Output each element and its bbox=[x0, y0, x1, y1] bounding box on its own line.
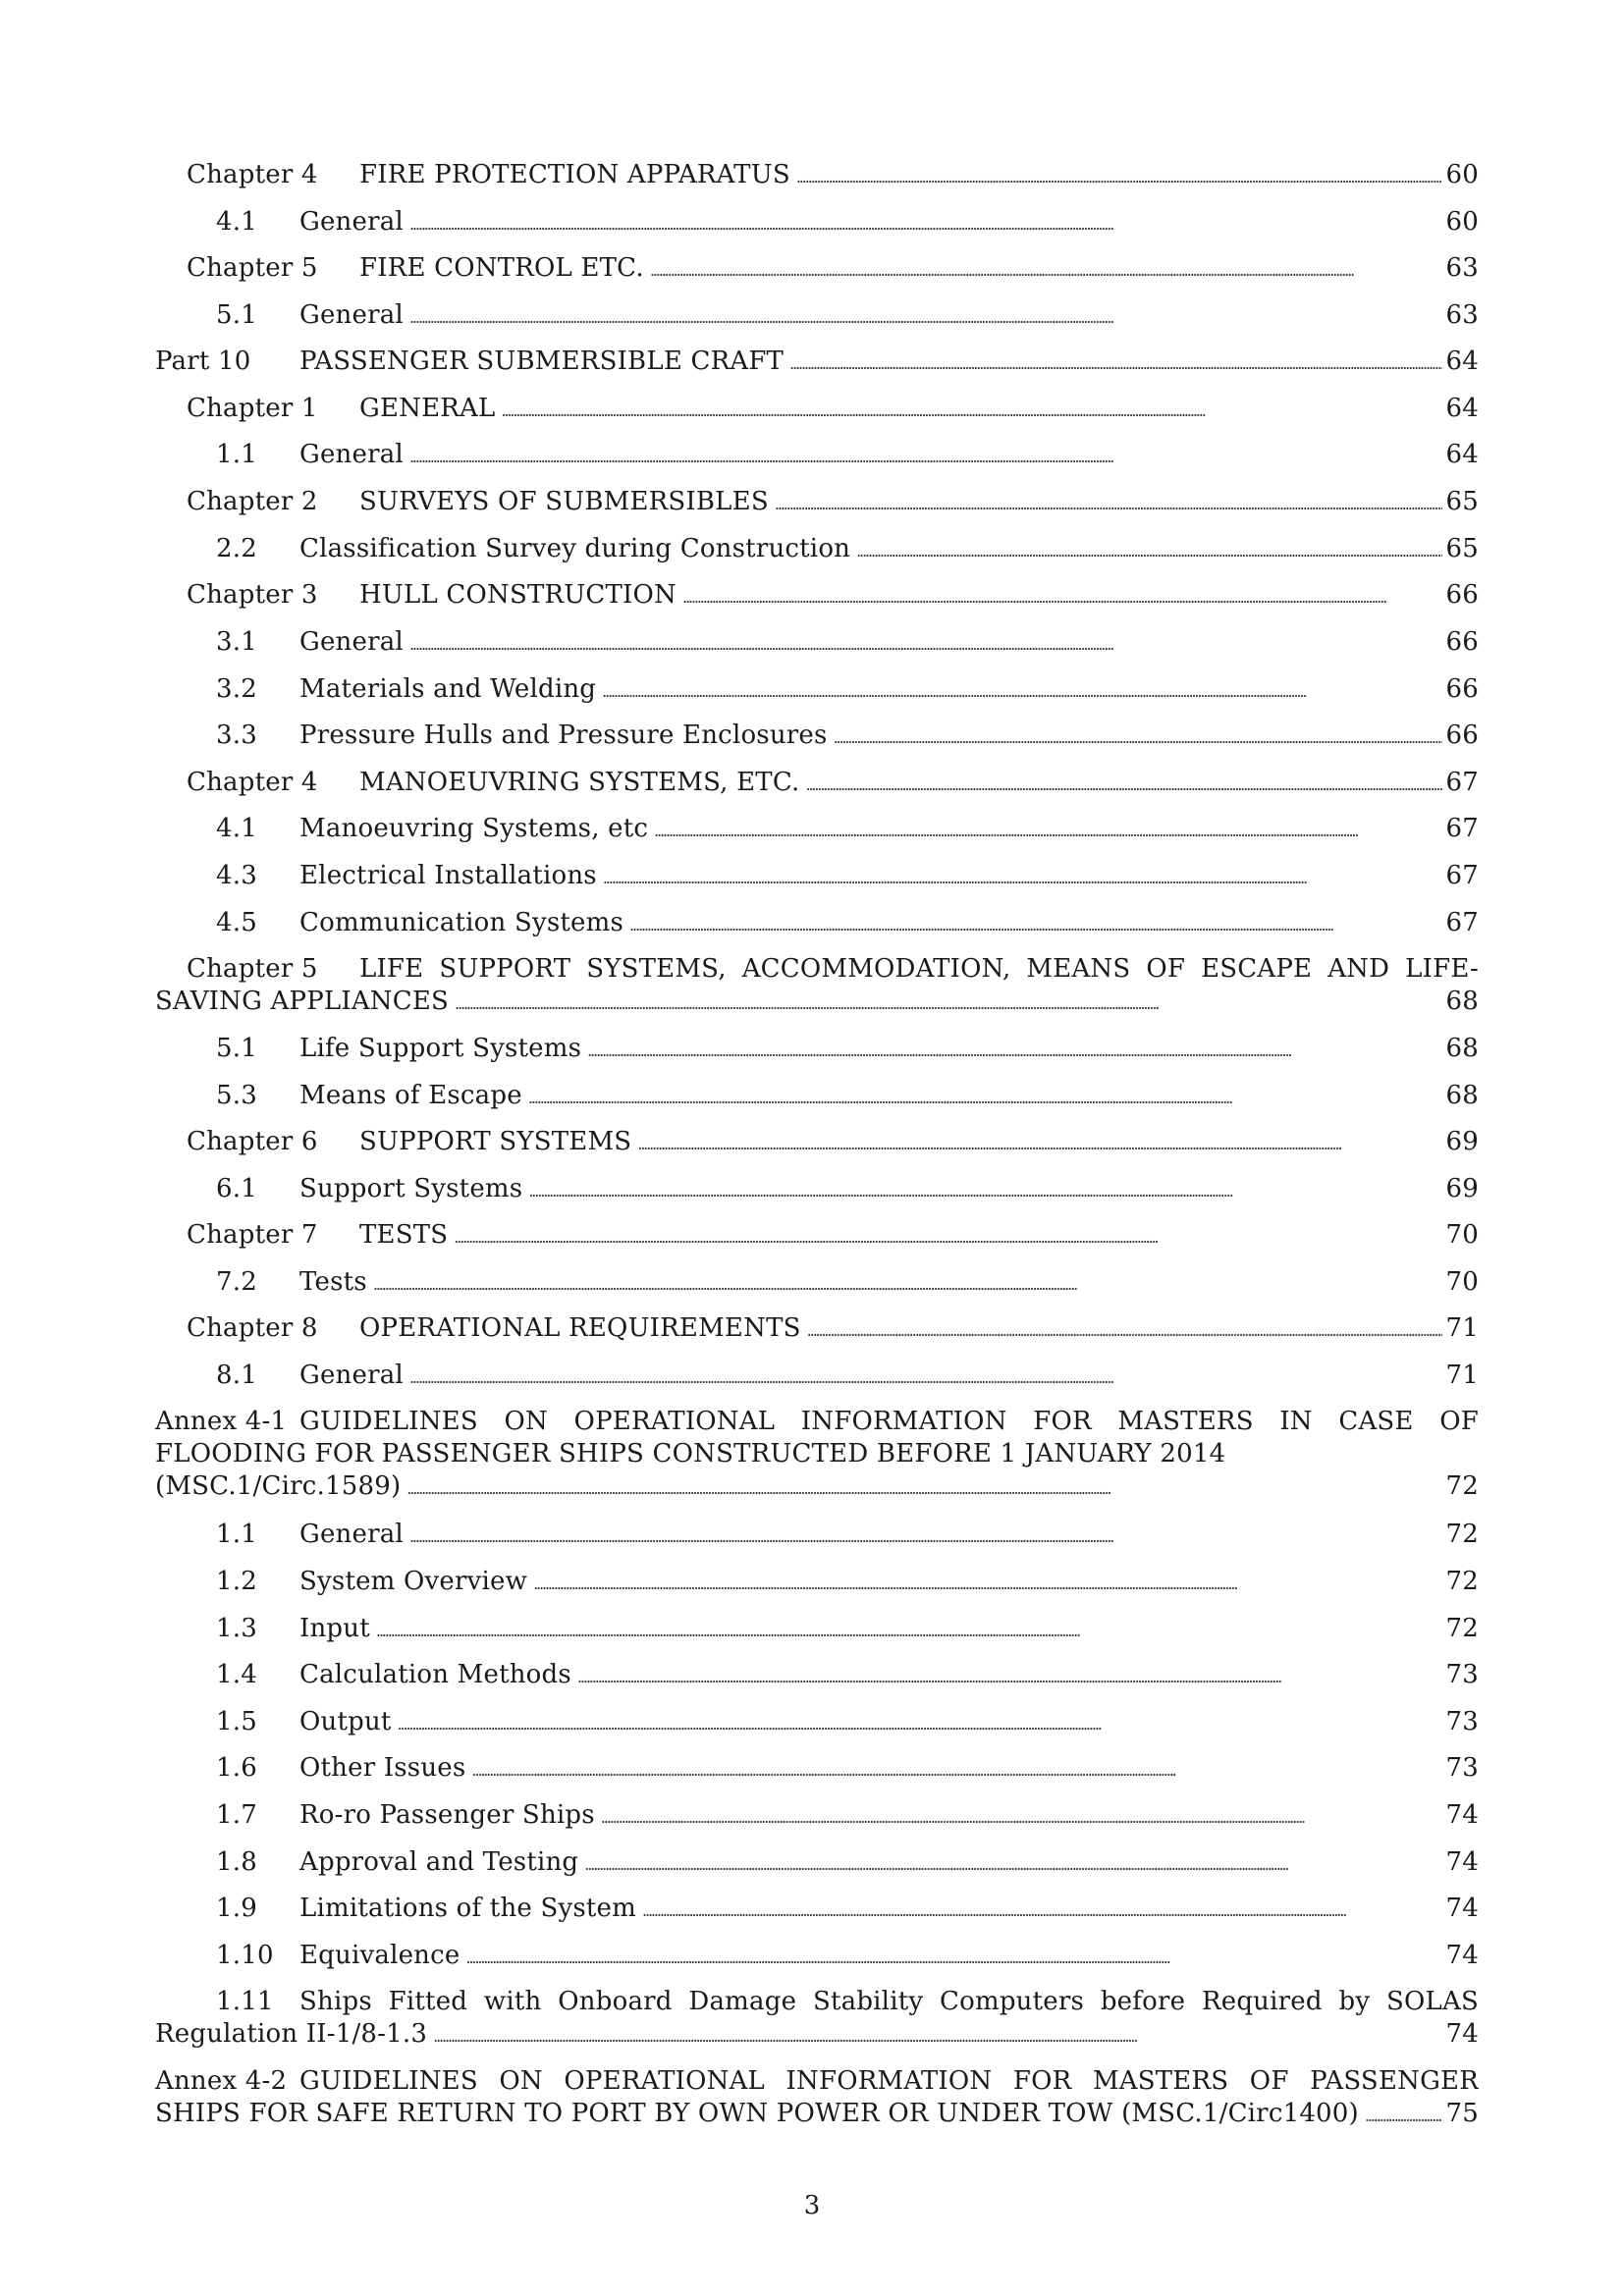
toc-entry-title: Approval and Testing bbox=[299, 1847, 579, 1877]
toc-entry-page: 72 bbox=[1445, 1471, 1479, 1501]
toc-entry[interactable] bbox=[155, 813, 1479, 845]
toc-entry-page: 67 bbox=[1445, 861, 1479, 890]
toc-entry[interactable] bbox=[155, 1799, 1479, 1832]
toc-entry-number: 1.1 bbox=[216, 440, 257, 469]
toc-entry-number: 1.8 bbox=[216, 1847, 257, 1877]
dot-leader bbox=[455, 986, 1441, 1020]
toc-entry-title: Tests bbox=[299, 1267, 367, 1297]
toc-entry[interactable] bbox=[155, 1706, 1479, 1738]
toc-entry-number: 1.7 bbox=[216, 1800, 257, 1830]
toc-entry[interactable] bbox=[155, 533, 1479, 565]
toc-entry[interactable] bbox=[155, 252, 1479, 285]
dot-leader bbox=[789, 346, 1441, 380]
toc-entry[interactable] bbox=[155, 1986, 1479, 2051]
toc-entry-number: Chapter 3 bbox=[187, 580, 318, 610]
toc-entry-number: Annex 4-2 bbox=[155, 2066, 288, 2096]
dot-leader bbox=[603, 860, 1442, 894]
toc-entry-title: Support Systems bbox=[299, 1174, 523, 1203]
toc-entry-number: Part 10 bbox=[155, 347, 251, 376]
toc-entry-title-line: FLOODING FOR PASSENGER SHIPS CONSTRUCTED BEFORE 1 JANUARY 2014 bbox=[155, 1439, 1226, 1468]
dot-leader bbox=[454, 1219, 1441, 1254]
toc-entry-number: Chapter 5 bbox=[187, 954, 318, 984]
toc-entry-page: 66 bbox=[1445, 580, 1479, 610]
dot-leader bbox=[465, 1940, 1441, 1974]
dot-leader bbox=[796, 159, 1442, 193]
dot-leader bbox=[398, 1706, 1442, 1740]
toc-entry-page: 69 bbox=[1445, 1127, 1479, 1156]
toc-entry-page: 73 bbox=[1445, 1753, 1479, 1783]
toc-entry-number: Annex 4-1 bbox=[155, 1407, 288, 1436]
toc-entry-title: Classification Survey during Construction bbox=[299, 534, 851, 563]
toc-entry-title-line: GUIDELINES ON OPERATIONAL INFORMATION FOR MASTERS OF PASSENGER bbox=[299, 2066, 1479, 2096]
toc-entry[interactable] bbox=[155, 206, 1479, 239]
dot-leader bbox=[373, 1266, 1442, 1301]
toc-entry-title: TESTS bbox=[359, 1220, 449, 1250]
dot-leader bbox=[528, 1173, 1441, 1207]
toc-entry-title-line: SHIPS FOR SAFE RETURN TO PORT BY OWN POWER OR UNDER TOW (MSC.1/Circ1400) bbox=[155, 2099, 1359, 2128]
dot-leader bbox=[682, 579, 1442, 614]
toc-entry-title: General bbox=[299, 1520, 404, 1549]
toc-entry-page: 72 bbox=[1445, 1567, 1479, 1596]
toc-entry-title: Life Support Systems bbox=[299, 1034, 582, 1063]
toc-entry[interactable] bbox=[155, 1033, 1479, 1065]
toc-entry-number: 3.1 bbox=[216, 627, 257, 657]
toc-entry-page: 66 bbox=[1445, 674, 1479, 704]
toc-entry-number: 1.11 bbox=[216, 1987, 274, 2016]
toc-entry[interactable] bbox=[155, 1519, 1479, 1551]
dot-leader bbox=[602, 673, 1441, 708]
toc-entry[interactable] bbox=[155, 673, 1479, 706]
toc-entry-number: 4.5 bbox=[216, 908, 257, 937]
toc-entry-page: 70 bbox=[1445, 1220, 1479, 1250]
toc-entry-page: 73 bbox=[1445, 1707, 1479, 1736]
dot-leader bbox=[601, 1799, 1442, 1834]
toc-entry-number: 1.6 bbox=[216, 1753, 257, 1783]
dot-leader bbox=[409, 1519, 1442, 1553]
toc-entry-number: 1.10 bbox=[216, 1941, 274, 1970]
toc-entry[interactable] bbox=[155, 159, 1479, 191]
toc-entry-number: 8.1 bbox=[216, 1361, 257, 1390]
dot-leader bbox=[577, 1659, 1442, 1693]
toc-entry-page: 60 bbox=[1445, 207, 1479, 237]
toc-entry-title: Electrical Installations bbox=[299, 861, 597, 890]
toc-entry[interactable] bbox=[155, 1219, 1479, 1252]
toc-entry[interactable] bbox=[155, 439, 1479, 471]
toc-entry-number: 1.2 bbox=[216, 1567, 257, 1596]
dot-leader bbox=[376, 1613, 1442, 1647]
toc-entry-title: Limitations of the System bbox=[299, 1894, 636, 1923]
toc-entry-title: OPERATIONAL REQUIREMENTS bbox=[359, 1313, 801, 1343]
toc-entry[interactable] bbox=[155, 1406, 1479, 1503]
dot-leader bbox=[471, 1752, 1441, 1787]
dot-leader bbox=[502, 393, 1442, 427]
dot-leader bbox=[533, 1566, 1441, 1600]
toc-entry-number: 4.1 bbox=[216, 207, 257, 237]
toc-entry[interactable] bbox=[155, 1312, 1479, 1345]
toc-entry[interactable] bbox=[155, 299, 1479, 332]
toc-entry[interactable] bbox=[155, 579, 1479, 612]
toc-entry-title: Equivalence bbox=[299, 1941, 460, 1970]
toc-entry-title-line: LIFE SUPPORT SYSTEMS, ACCOMMODATION, MEANS OF ESCAPE AND LIFE- bbox=[359, 954, 1479, 984]
toc-entry[interactable] bbox=[155, 953, 1479, 1018]
toc-entry-title-line: GUIDELINES ON OPERATIONAL INFORMATION FOR MASTERS IN CASE OF bbox=[299, 1407, 1479, 1436]
toc-entry-number: Chapter 6 bbox=[187, 1127, 318, 1156]
toc-entry-page: 71 bbox=[1445, 1313, 1479, 1343]
toc-entry-title: Output bbox=[299, 1707, 392, 1736]
toc-entry-title: Calculation Methods bbox=[299, 1660, 571, 1689]
toc-entry-number: 3.2 bbox=[216, 674, 257, 704]
toc-entry-page: 74 bbox=[1445, 1894, 1479, 1923]
toc-entry-page: 63 bbox=[1445, 300, 1479, 330]
toc-entry-title: Other Issues bbox=[299, 1753, 466, 1783]
toc-entry-page: 68 bbox=[1445, 1034, 1479, 1063]
toc-entry-number: 4.1 bbox=[216, 814, 257, 843]
toc-entry-page: 64 bbox=[1445, 440, 1479, 469]
dot-leader bbox=[587, 1033, 1441, 1067]
dot-leader bbox=[775, 486, 1442, 520]
toc-entry-title: General bbox=[299, 1361, 404, 1390]
toc-entry-page: 68 bbox=[1445, 1081, 1479, 1110]
dot-leader bbox=[834, 720, 1442, 754]
toc-entry-number: 1.9 bbox=[216, 1894, 257, 1923]
dot-leader bbox=[406, 1470, 1441, 1505]
toc-entry[interactable] bbox=[155, 907, 1479, 939]
toc-entry-title: Means of Escape bbox=[299, 1081, 522, 1110]
dot-leader bbox=[856, 533, 1441, 567]
toc-entry-number: 5.1 bbox=[216, 300, 257, 330]
toc-entry-page: 74 bbox=[1445, 1800, 1479, 1830]
toc-entry[interactable] bbox=[155, 2065, 1479, 2130]
toc-entry-title: Ro-ro Passenger Ships bbox=[299, 1800, 595, 1830]
toc-entry-page: 71 bbox=[1445, 1361, 1479, 1390]
toc-entry-title: System Overview bbox=[299, 1567, 528, 1596]
toc-entry-page: 75 bbox=[1445, 2099, 1479, 2128]
toc-entry-number: 7.2 bbox=[216, 1267, 257, 1297]
toc-entry-title: HULL CONSTRUCTION bbox=[359, 580, 677, 610]
toc-entry-title-line: Ships Fitted with Onboard Damage Stability Computers before Required by SOLAS bbox=[299, 1987, 1479, 2016]
toc-entry-page: 73 bbox=[1445, 1660, 1479, 1689]
toc-entry-page: 74 bbox=[1445, 2019, 1479, 2049]
toc-entry-title: Manoeuvring Systems, etc bbox=[299, 814, 649, 843]
toc-entry[interactable] bbox=[155, 1126, 1479, 1158]
toc-entry[interactable] bbox=[155, 1659, 1479, 1691]
toc-entry-title-line: SAVING APPLIANCES bbox=[155, 987, 450, 1016]
toc-entry-title: General bbox=[299, 627, 404, 657]
toc-entry-number: 3.3 bbox=[216, 721, 257, 750]
toc-entry-number: 1.5 bbox=[216, 1707, 257, 1736]
dot-leader bbox=[409, 299, 1442, 334]
toc-entry-number: 5.1 bbox=[216, 1034, 257, 1063]
toc-entry-page: 65 bbox=[1445, 487, 1479, 516]
toc-entry[interactable] bbox=[155, 1566, 1479, 1598]
toc-entry[interactable] bbox=[155, 720, 1479, 752]
toc-entry[interactable] bbox=[155, 1360, 1479, 1392]
toc-entry-number: 6.1 bbox=[216, 1174, 257, 1203]
toc-entry-number: Chapter 4 bbox=[187, 768, 318, 797]
toc-entry-title: General bbox=[299, 207, 404, 237]
toc-entry-title: GENERAL bbox=[359, 394, 496, 423]
toc-entry-page: 66 bbox=[1445, 627, 1479, 657]
toc-entry-number: Chapter 7 bbox=[187, 1220, 318, 1250]
toc-entry-number: Chapter 5 bbox=[187, 253, 318, 283]
toc-entry-page: 60 bbox=[1445, 160, 1479, 189]
dot-leader bbox=[650, 252, 1442, 287]
dot-leader bbox=[409, 626, 1442, 661]
toc-entry-number: 1.4 bbox=[216, 1660, 257, 1689]
dot-leader bbox=[409, 439, 1442, 473]
toc-entry-page: 74 bbox=[1445, 1941, 1479, 1970]
toc-entry[interactable] bbox=[155, 1846, 1479, 1879]
toc-entry-page: 64 bbox=[1445, 347, 1479, 376]
toc-entry-title: SURVEYS OF SUBMERSIBLES bbox=[359, 487, 769, 516]
dot-leader bbox=[584, 1846, 1441, 1881]
toc-entry-page: 66 bbox=[1445, 721, 1479, 750]
toc-entry-number: 4.3 bbox=[216, 861, 257, 890]
toc-entry-title: Communication Systems bbox=[299, 908, 624, 937]
toc-entry[interactable] bbox=[155, 1613, 1479, 1645]
toc-entry-number: Chapter 8 bbox=[187, 1313, 318, 1343]
toc-entry-number: 1.1 bbox=[216, 1520, 257, 1549]
toc-entry[interactable] bbox=[155, 860, 1479, 892]
toc-entry-page: 64 bbox=[1445, 394, 1479, 423]
toc-entry-page: 63 bbox=[1445, 253, 1479, 283]
toc-entry-title-line: Regulation II-1/8-1.3 bbox=[155, 2019, 428, 2049]
toc-entry[interactable] bbox=[155, 393, 1479, 425]
page-number: 3 bbox=[803, 2191, 821, 2220]
toc-entry-title: Materials and Welding bbox=[299, 674, 597, 704]
dot-leader bbox=[1365, 2098, 1442, 2132]
dot-leader bbox=[433, 2018, 1441, 2053]
toc-entry-page: 67 bbox=[1445, 908, 1479, 937]
toc-entry[interactable] bbox=[155, 767, 1479, 799]
toc-entry-number: 2.2 bbox=[216, 534, 257, 563]
toc-entry-number: Chapter 2 bbox=[187, 487, 318, 516]
toc-entry-title: General bbox=[299, 440, 404, 469]
dot-leader bbox=[642, 1893, 1442, 1927]
toc-entry-page: 67 bbox=[1445, 814, 1479, 843]
toc-entry[interactable] bbox=[155, 346, 1479, 378]
toc-entry-page: 70 bbox=[1445, 1267, 1479, 1297]
toc-entry[interactable] bbox=[155, 626, 1479, 659]
toc-entry-page: 68 bbox=[1445, 987, 1479, 1016]
toc-entry-page: 69 bbox=[1445, 1174, 1479, 1203]
toc-entry[interactable] bbox=[155, 1893, 1479, 1925]
toc-entry-title: FIRE CONTROL ETC. bbox=[359, 253, 644, 283]
dot-leader bbox=[637, 1126, 1441, 1160]
toc-entry-number: 5.3 bbox=[216, 1081, 257, 1110]
toc-entry-title: Input bbox=[299, 1614, 370, 1643]
toc-entry-page: 67 bbox=[1445, 768, 1479, 797]
toc-entry-title: Pressure Hulls and Pressure Enclosures bbox=[299, 721, 828, 750]
toc-entry[interactable] bbox=[155, 486, 1479, 518]
toc-entry[interactable] bbox=[155, 1752, 1479, 1785]
toc-entry-title: PASSENGER SUBMERSIBLE CRAFT bbox=[299, 347, 785, 376]
dot-leader bbox=[805, 767, 1441, 801]
dot-leader bbox=[409, 206, 1442, 240]
toc-entry-page: 65 bbox=[1445, 534, 1479, 563]
toc-entry-page: 72 bbox=[1445, 1520, 1479, 1549]
toc-entry-page: 74 bbox=[1445, 1847, 1479, 1877]
toc-entry[interactable] bbox=[155, 1173, 1479, 1205]
toc-entry-number: Chapter 4 bbox=[187, 160, 318, 189]
toc-entry-title-line: (MSC.1/Circ.1589) bbox=[155, 1471, 402, 1501]
toc-entry-title: FIRE PROTECTION APPARATUS bbox=[359, 160, 790, 189]
dot-leader bbox=[807, 1312, 1442, 1347]
toc-entry-number: 1.3 bbox=[216, 1614, 257, 1643]
toc-entry-number: Chapter 1 bbox=[187, 394, 318, 423]
toc-entry-title: General bbox=[299, 300, 404, 330]
toc-entry-title: MANOEUVRING SYSTEMS, ETC. bbox=[359, 768, 800, 797]
toc-entry[interactable] bbox=[155, 1080, 1479, 1112]
dot-leader bbox=[629, 907, 1441, 941]
dot-leader bbox=[409, 1360, 1442, 1394]
dot-leader bbox=[528, 1080, 1442, 1114]
dot-leader bbox=[654, 813, 1441, 847]
toc-entry[interactable] bbox=[155, 1940, 1479, 1972]
toc-entry[interactable] bbox=[155, 1266, 1479, 1299]
toc-entry-title: SUPPORT SYSTEMS bbox=[359, 1127, 632, 1156]
toc-entry-page: 72 bbox=[1445, 1614, 1479, 1643]
